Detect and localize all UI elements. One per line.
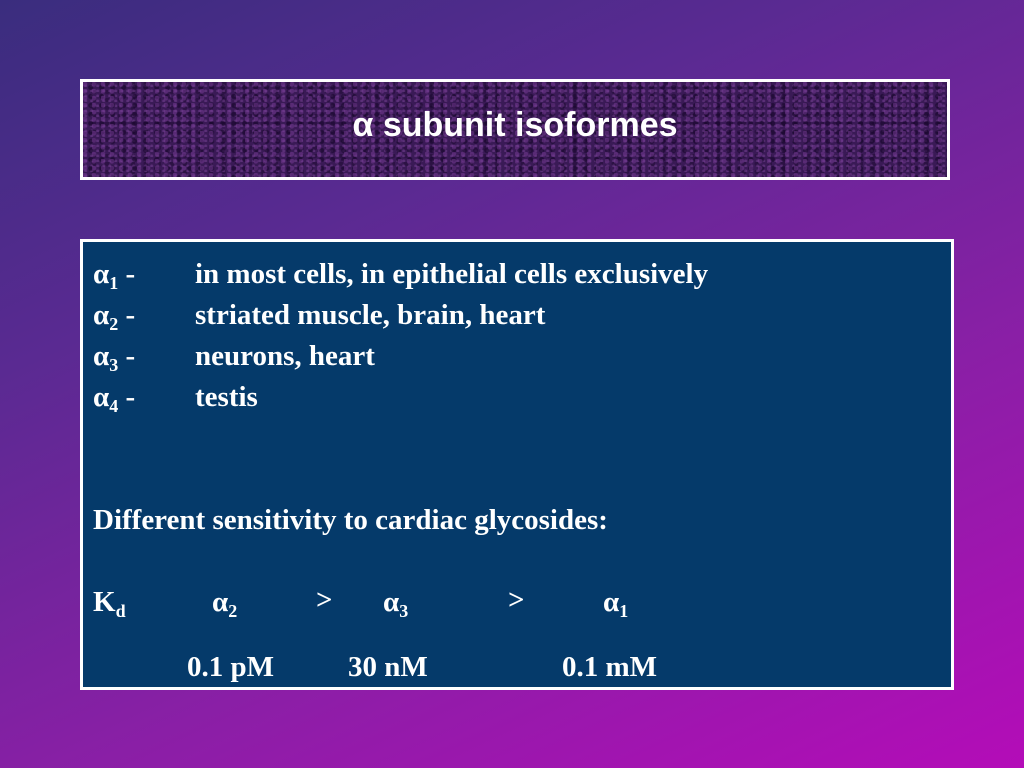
isoform-description: in most cells, in epithelial cells exclusively (195, 258, 709, 290)
kd-item-alpha1 (603, 586, 629, 621)
isoform-label (93, 340, 195, 375)
isoform-description: striated muscle, brain, heart (195, 299, 546, 331)
isoform-row-1 (93, 258, 709, 293)
greater-than-1: > (316, 584, 333, 616)
dash: - (125, 258, 136, 290)
dash: - (125, 340, 136, 372)
slide-title: α subunit isoformes (352, 106, 678, 144)
kd-value-alpha3: 30 nM (348, 651, 428, 683)
alpha-symbol: α (383, 586, 400, 618)
isoform-subscript: 3 (109, 355, 119, 375)
kd-value-alpha2: 0.1 pM (187, 651, 274, 683)
alpha-symbol: α (93, 381, 110, 413)
isoform-label (93, 258, 195, 293)
isoform-subscript: 2 (109, 314, 119, 334)
kd-subscript: d (115, 601, 126, 621)
kd-label (93, 586, 126, 621)
isoform-label (93, 381, 195, 416)
dash: - (125, 381, 136, 413)
kd-subscript: 3 (399, 601, 409, 621)
isoform-label (93, 299, 195, 334)
isoform-description: neurons, heart (195, 340, 375, 372)
kd-subscript: 1 (619, 601, 629, 621)
isoform-row-3 (93, 340, 375, 375)
greater-than-2: > (508, 584, 525, 616)
isoform-description: testis (195, 381, 258, 413)
isoform-row-4 (93, 381, 258, 416)
kd-subscript: 2 (228, 601, 238, 621)
kd-letter: K (93, 586, 116, 618)
isoform-row-2 (93, 299, 546, 334)
isoform-subscript: 1 (109, 273, 119, 293)
alpha-symbol: α (212, 586, 229, 618)
sensitivity-heading: Different sensitivity to cardiac glycosides: (93, 504, 608, 536)
kd-item-alpha3 (383, 586, 409, 621)
kd-item-alpha2 (212, 586, 238, 621)
alpha-symbol: α (93, 258, 110, 290)
alpha-symbol: α (93, 340, 110, 372)
title-box (80, 79, 950, 180)
alpha-symbol: α (603, 586, 620, 618)
dash: - (125, 299, 136, 331)
content-box (80, 239, 954, 690)
isoform-subscript: 4 (109, 396, 119, 416)
kd-value-alpha1: 0.1 mM (562, 651, 658, 683)
alpha-symbol: α (93, 299, 110, 331)
